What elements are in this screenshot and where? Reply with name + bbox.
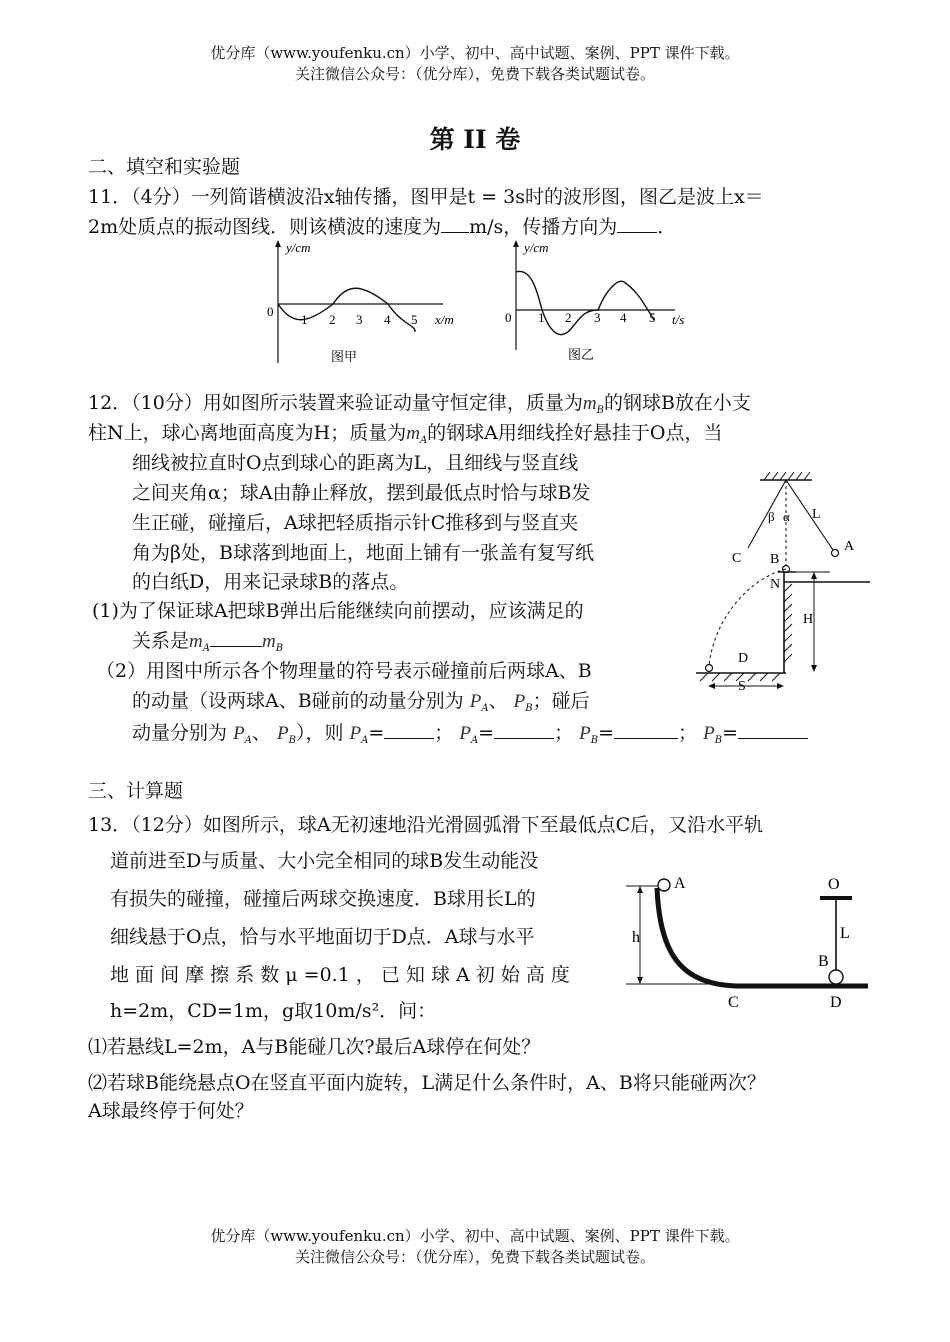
tick-4: 4: [620, 310, 627, 325]
label-alpha: α: [783, 509, 790, 524]
origin-label: 0: [505, 310, 512, 325]
q12-blank-relation: [210, 628, 262, 647]
q12-line-7: 的白纸D，用来记录球B的落点。: [132, 571, 409, 593]
q12-text: 的钢球B放在小支: [603, 392, 751, 414]
q12-blank-pa: [384, 720, 434, 739]
q12-part-1a: (1)为了保证球A把球B弹出后能继续向前摆动，应该满足的: [92, 600, 584, 622]
q12-figure: [690, 468, 880, 698]
arrow-down-icon: [811, 665, 817, 672]
caption-b: 图乙: [568, 347, 595, 362]
y-arrow-icon: [275, 240, 281, 247]
equals: =: [722, 722, 738, 744]
subscript-a: A: [419, 435, 428, 446]
tick-4: 4: [384, 312, 391, 327]
x-label: t/s: [672, 312, 685, 327]
label-c: C: [728, 994, 739, 1011]
label-b: B: [818, 953, 829, 970]
q13-line-2: 道前进至D与质量、大小完全相同的球B发生动能没: [110, 850, 539, 872]
symbol-m: m: [406, 423, 420, 444]
label-a: A: [674, 875, 686, 892]
subscript-a: A: [361, 735, 369, 746]
subscript-b: B: [590, 735, 599, 746]
landing-point-d: [706, 665, 713, 672]
arrow-up-icon: [811, 572, 817, 579]
footer-line-2: 关注微信公众号：（优分库），免费下载各类试题试卷。: [294, 1248, 655, 1266]
label-n: N: [770, 577, 781, 592]
subscript-a: A: [202, 643, 210, 654]
symbol-p: P: [703, 723, 715, 744]
subscript-a: A: [470, 735, 479, 746]
tick-1: 1: [538, 310, 545, 325]
q11-text-b: m/s，传播方向为: [469, 216, 618, 238]
q13-part-3: A球最终停于何处？: [88, 1100, 254, 1122]
label-d: D: [738, 651, 749, 666]
subscript-b: B: [288, 735, 296, 746]
separator: 、: [488, 690, 508, 712]
q12-blank-pb-prime: [738, 720, 808, 739]
tick-3: 3: [594, 310, 601, 325]
origin-label: 0: [267, 304, 274, 319]
q12-text: 柱N上，球心离地面高度为H；质量为: [88, 422, 407, 444]
symbol-p: P: [276, 723, 289, 744]
equals: =: [598, 722, 615, 744]
label-d: D: [830, 994, 842, 1011]
arrow-right-icon: [777, 683, 784, 689]
y-label: y/cm: [524, 240, 549, 255]
pointer-c: [748, 480, 786, 548]
footer-line-1: 优分库（www.youfenku.cn）小学、初中、高中试题、案例、PPT 课件下载。: [210, 1227, 740, 1245]
label-l: L: [812, 507, 821, 522]
wave-curve: [278, 288, 415, 332]
q12-text: 12．（10分）用如图所示装置来验证动量守恒定律，质量为: [88, 392, 583, 414]
symbol-m: m: [261, 631, 276, 652]
separator: 、: [251, 722, 271, 744]
subscript-b: B: [525, 703, 533, 714]
q12-text: 动量分别为: [132, 722, 228, 744]
symbol-p: P: [579, 723, 591, 744]
label-o: O: [828, 876, 840, 893]
subscript-b: B: [714, 735, 723, 746]
symbol-p: P: [349, 723, 362, 744]
q13-part-2: ⑵若球B能绕悬点O在竖直平面内旋转，L满足什么条件时，A、B将只能碰两次？: [88, 1072, 766, 1094]
label-c: C: [732, 551, 742, 566]
q11-text-c: ．: [657, 216, 677, 238]
symbol-p: P: [513, 691, 526, 712]
symbol-p: P: [469, 691, 482, 712]
tick-1: 1: [301, 312, 308, 327]
tick-3: 3: [356, 312, 363, 327]
q11-line-1: 11．（4分）一列简谐横波沿x轴传播，图甲是t = 3s时的波形图，图乙是波上x＝: [88, 186, 764, 208]
separator: ；: [554, 722, 574, 744]
q12-text: 的钢球A用细线拴好悬挂于O点，当: [427, 422, 723, 444]
caption-a: 图甲: [331, 349, 358, 364]
q11-blank-direction: [617, 214, 657, 233]
symbol-p: P: [233, 723, 245, 744]
q12-text: 关系是: [132, 630, 190, 652]
subscript-a: A: [481, 703, 489, 714]
q13-line-1: 13．（12分）如图所示，球A无初速地沿光滑圆弧滑下至最低点C后，又沿水平轨: [88, 814, 764, 836]
q12-line-5: 生正碰，碰撞后，A球把轻质指示针C推移到与竖直夹: [132, 512, 579, 534]
label-beta: β: [768, 509, 775, 524]
section-2-heading: 二、填空和实验题: [88, 156, 241, 178]
q13-line-5: 地 面 间 摩 擦 系 数 μ =0.1 ， 已 知 球 A 初 始 高 度: [110, 964, 570, 986]
equals: =: [478, 722, 495, 744]
label-s: S: [738, 679, 746, 694]
q11-figure-a: [258, 238, 468, 366]
q13-line-3: 有损失的碰撞，碰撞后两球交换速度．B球用长L的: [110, 888, 536, 910]
separator: ；: [678, 722, 698, 744]
page-title: 第 II 卷: [429, 125, 521, 154]
tick-5: 5: [649, 310, 656, 325]
q11-text-a: 2m处质点的振动图线．则该横波的速度为: [88, 216, 442, 238]
arrow-down-icon: [637, 977, 643, 984]
q12-line-3: 细线被拉直时O点到球心的距离为L，且细线与竖直线: [132, 452, 579, 474]
label-a: A: [844, 539, 855, 554]
y-arrow-icon: [513, 240, 519, 247]
q12-part-2c: [132, 718, 808, 756]
q12-blank-pb: [614, 720, 678, 739]
arrow-up-icon: [637, 886, 643, 893]
label-b: B: [770, 552, 780, 567]
q12-text: ；碰后: [532, 690, 590, 712]
subscript-b: B: [275, 643, 284, 654]
q11-figure-b: [500, 238, 700, 366]
subscript-b: B: [596, 405, 604, 416]
q13-figure: [622, 866, 872, 1016]
subscript-a: A: [244, 735, 252, 746]
header-line-1: 优分库（www.youfenku.cn）小学、初中、高中试题、案例、PPT 课件下载。: [210, 44, 740, 62]
section-3-heading: 三、计算题: [88, 780, 184, 802]
vibration-curve: [516, 271, 654, 334]
q12-blank-pa-prime: [494, 720, 554, 739]
separator: ；: [434, 722, 454, 744]
symbol-p: P: [459, 723, 471, 744]
q11-blank-speed: [441, 214, 469, 233]
q12-line-6: 角为β处，B球落到地面上，地面上铺有一张盖有复写纸: [132, 542, 594, 564]
q12-text: 的动量（设两球A、B碰前的动量分别为: [132, 690, 464, 712]
q13-part-1: ⑴若悬线L=2m，A与B能碰几次?最后A球停在何处？: [88, 1036, 541, 1058]
q12-text: ），则: [295, 722, 344, 744]
arrow-left-icon: [708, 683, 715, 689]
ball-b: [829, 970, 843, 984]
tick-2: 2: [329, 312, 336, 327]
y-label: y/cm: [286, 240, 311, 255]
label-l: L: [840, 925, 850, 942]
q12-line-4: 之间夹角α；球A由静止释放，摆到最低点时恰与球B发: [132, 482, 591, 504]
equals: =: [368, 722, 385, 744]
header-line-2: 关注微信公众号：（优分库），免费下载各类试题试卷。: [294, 65, 655, 83]
tick-5: 5: [411, 312, 418, 327]
symbol-m: m: [189, 631, 203, 652]
x-label: x/m: [435, 312, 454, 327]
symbol-m: m: [582, 393, 597, 414]
label-h: H: [803, 612, 814, 627]
ball-a: [832, 550, 839, 557]
q13-line-4: 细线悬于O点，恰与水平地面切于D点．A球与水平: [110, 926, 535, 948]
string-a: [786, 480, 833, 550]
q13-line-6: h=2m，CD=1m，g取10m/s²．问：: [110, 1000, 437, 1022]
q12-part-2a: （2）用图中所示各个物理量的符号表示碰撞前后两球A、B: [96, 660, 592, 682]
label-h: h: [632, 929, 640, 946]
tick-2: 2: [565, 310, 572, 325]
ball-a: [658, 879, 670, 891]
